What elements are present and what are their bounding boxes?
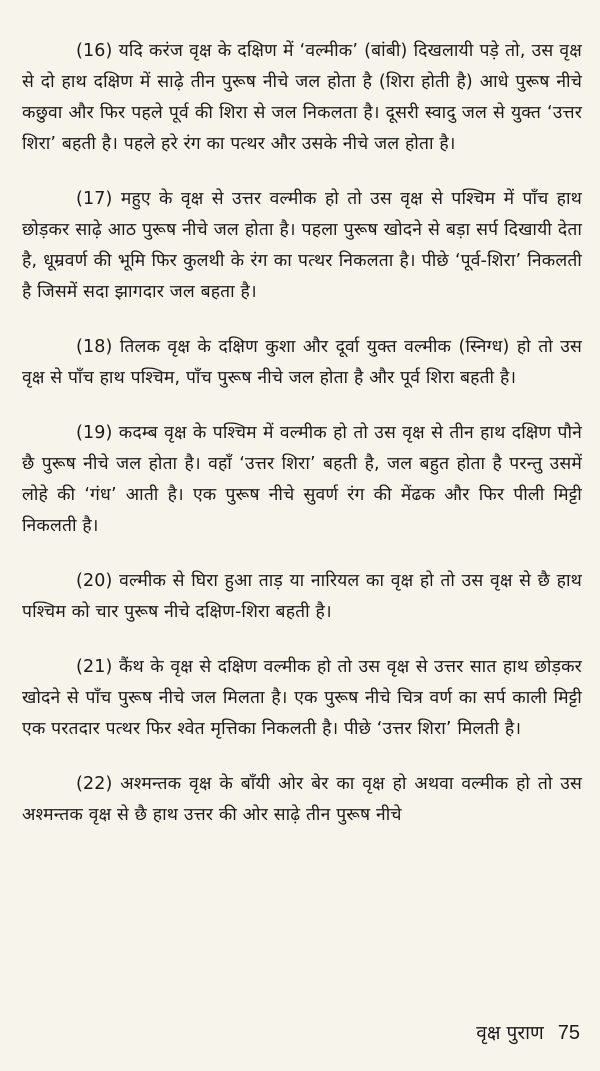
page-body [22, 36, 582, 855]
paragraph-20: (20) वल्मीक से घिरा हुआ ताड़ या नारियल का वृक्ष हो तो उस वृक्ष से छै हाथ पश्चिम को चार पुरूष नीचे दक्षिण-शिरा बहती है। [22, 571, 582, 622]
paragraph-19: (19) कदम्ब वृक्ष के पश्चिम में वल्मीक हो तो उस वृक्ष से तीन हाथ दक्षिण पौने छै पुरूष नीचे जल होता है। वहाँ ‘उत्तर शिरा’ बहती है, जल बहुत होता है परन्तु उसमें लोहे की ‘गंध’ आती है। एक पुरूष नीचे सुवर्ण रंग की मेंढक और फिर पीली मिट्टी निकलती है। [22, 423, 582, 536]
paragraph-18: (18) तिलक वृक्ष के दक्षिण कुशा और दूर्वा युक्त वल्मीक (स्निग्ध) हो तो उस वृक्ष से पाँच हाथ पश्चिम, पाँच पुरूष नीचे जल होता है और पूर्व शिरा बहती है। [22, 337, 582, 388]
paragraph-22: (22) अश्मन्तक वृक्ष के बाँयी ओर बेर का वृक्ष हो अथवा वल्मीक हो तो उस अश्मन्तक वृक्ष से छै हाथ उत्तर की ओर साढ़े तीन पुरूष नीचे [22, 774, 582, 825]
paragraph-21: (21) कैंथ के वृक्ष से दक्षिण वल्मीक हो तो उस वृक्ष से उत्तर सात हाथ छोड़कर खोदने से पाँच पुरूष नीचे जल मिलता है। एक पुरूष नीचे चित्र वर्ण का सर्प काली मिट्टी एक परतदार पत्थर फिर श्वेत मृत्तिका निकलती है। पीछे ‘उत्तर शिरा’ मिलती है। [22, 657, 582, 739]
page-footer [476, 1019, 580, 1045]
paragraph-16: (16) यदि करंज वृक्ष के दक्षिण में ‘वल्मीक’ (बांबी) दिखलायी पड़े तो, उस वृक्ष से दो हाथ दक्षिण में साढ़े तीन पुरूष नीचे जल होता है (शिरा होती है) आधे पुरूष नीचे कछुवा और फिर पहले पूर्व की शिरा से जल निकलता है। दूसरी स्वादु जल से युक्त ‘उत्तर शिरा’ बहती है। पहले हरे रंग का पत्थर और उसके नीचे जल होता है। [22, 41, 582, 154]
paragraph-17: (17) महुए के वृक्ष से उत्तर वल्मीक हो तो उस वृक्ष से पश्चिम में पाँच हाथ छोड़कर साढ़े आठ पुरूष नीचे जल होता है। पहला पुरूष खोदने से बड़ा सर्प दिखायी देता है, धूम्रवर्ण की भूमि फिर कुलथी के रंग का पत्थर निकलता है। पीछे ‘पूर्व-शिरा’ निकलती है जिसमें सदा झागदार जल बहता है। [22, 189, 582, 302]
book-title: वृक्ष पुराण [476, 1022, 544, 1044]
page-number: 75 [557, 1022, 580, 1044]
